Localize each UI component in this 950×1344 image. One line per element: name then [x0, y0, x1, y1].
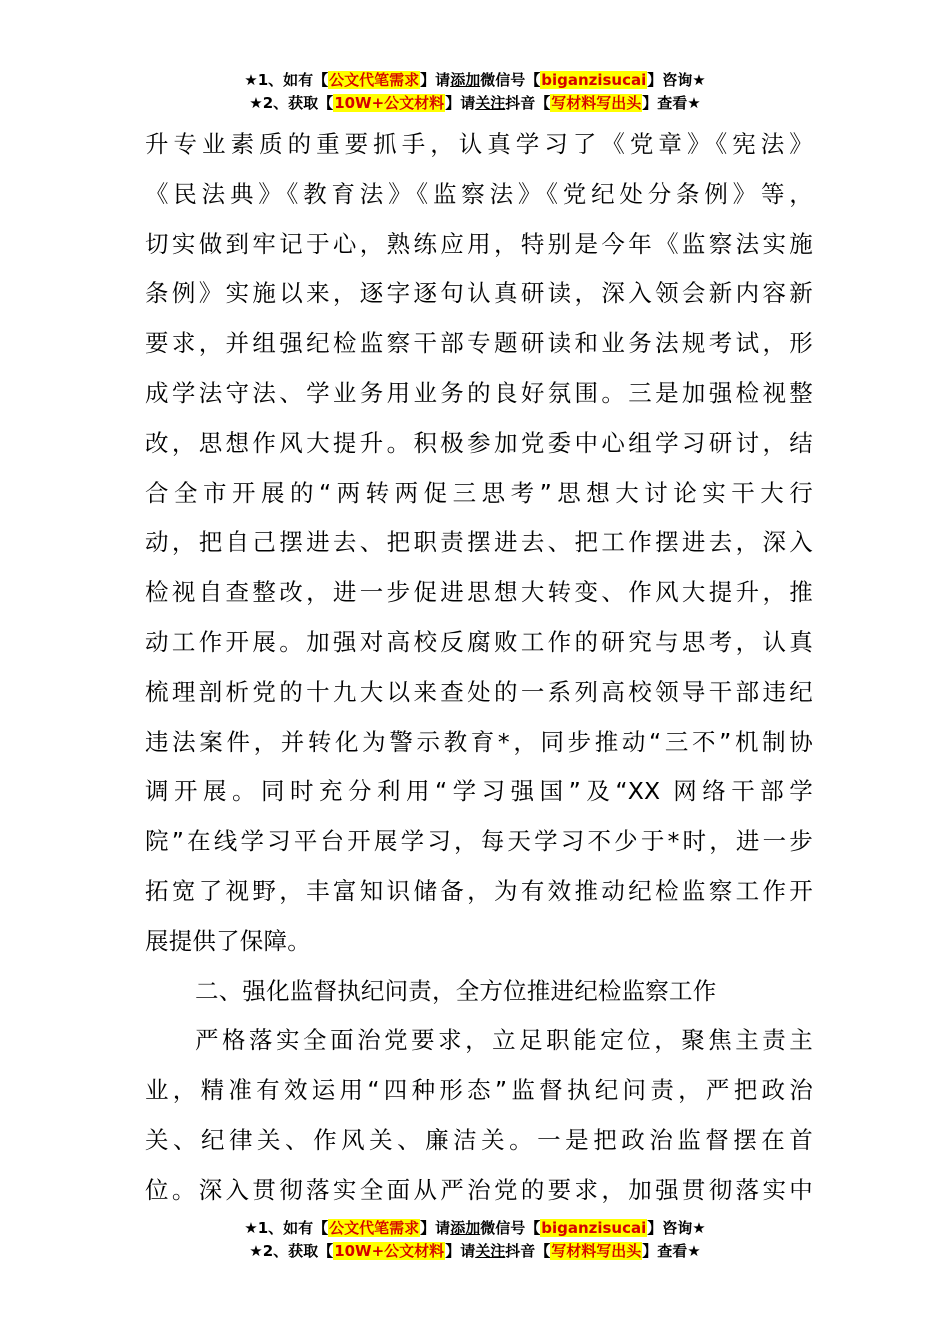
banner-text: 】咨询★ [647, 71, 706, 89]
underlined-text: 添加 [450, 71, 481, 89]
highlight-douyin-id: 写材料写出头 [551, 94, 642, 112]
banner-line-1 [0, 1217, 950, 1240]
banner-text: ★1、如有【 [244, 1219, 329, 1237]
body-line: 严格落实全面治党要求，立足职能定位，聚焦主责主 [195, 1026, 813, 1055]
body-line: 《民法典》《教育法》《监察法》《党纪处分条例》等， [145, 179, 813, 208]
body-line: 关、纪律关、作风关、廉洁关。一是把政治监督摆在首 [145, 1125, 813, 1154]
banner-text: 微信号【 [480, 1219, 541, 1237]
body-line: 业，精准有效运用“四种形态”监督执纪问责，严把政治 [145, 1076, 813, 1105]
banner-line-2 [0, 92, 950, 115]
body-line: 拓宽了视野，丰富知识储备，为有效推动纪检监察工作开 [145, 876, 813, 905]
body-line: 位。深入贯彻落实全面从严治党的要求，加强贯彻落实中 [145, 1175, 813, 1204]
banner-text: 】请 [420, 1219, 451, 1237]
banner-line-1 [0, 69, 950, 92]
document-body [145, 120, 813, 1216]
body-line: 违法案件，并转化为警示教育*，同步推动“三不”机制协 [145, 727, 813, 756]
body-line: 要求，并组强纪检监察干部专题研读和业务法规考试，形 [145, 329, 813, 358]
underlined-text: 关注 [475, 94, 506, 112]
banner-text: 】请 [445, 1242, 476, 1260]
highlight-wechat-id: biganzisucai [541, 71, 647, 89]
body-line: 成学法守法、学业务用业务的良好氛围。三是加强检视整 [145, 378, 813, 407]
banner-text: 抖音【 [505, 94, 551, 112]
banner-line-2 [0, 1240, 950, 1263]
banner-text: 】查看★ [642, 1242, 701, 1260]
banner-text: 】查看★ [642, 94, 701, 112]
section-heading: 二、强化监督执纪问责，全方位推进纪检监察工作 [195, 976, 717, 1005]
highlight-wechat-id: biganzisucai [541, 1219, 647, 1237]
highlight-service: 公文代笔需求 [329, 71, 420, 89]
highlight-materials: 10W+公文材料 [334, 1242, 445, 1260]
footer-banner [0, 1217, 950, 1263]
banner-text: 抖音【 [505, 1242, 551, 1260]
body-line: 升专业素质的重要抓手，认真学习了《党章》《宪法》 [145, 130, 813, 158]
header-banner [0, 69, 950, 115]
body-line: 院”在线学习平台开展学习，每天学习不少于*时，进一步 [145, 827, 813, 856]
body-line: 动工作开展。加强对高校反腐败工作的研究与思考，认真 [145, 627, 813, 656]
body-line: 切实做到牢记于心，熟练应用，特别是今年《监察法实施 [145, 229, 813, 258]
banner-text: 】咨询★ [647, 1219, 706, 1237]
body-line: 合全市开展的“两转两促三思考”思想大讨论实干大行 [145, 478, 813, 507]
banner-text: 微信号【 [480, 71, 541, 89]
body-line: 动，把自己摆进去、把职责摆进去、把工作摆进去，深入 [145, 528, 813, 557]
banner-text: ★2、获取【 [249, 94, 334, 112]
underlined-text: 添加 [450, 1219, 481, 1237]
highlight-materials: 10W+公文材料 [334, 94, 445, 112]
highlight-douyin-id: 写材料写出头 [551, 1242, 642, 1260]
body-line: 检视自查整改，进一步促进思想大转变、作风大提升，推 [145, 578, 813, 607]
body-line: 展提供了保障。 [145, 926, 311, 955]
banner-text: 】请 [420, 71, 451, 89]
body-line: 调开展。同时充分利用“学习强国”及“XX 网络干部学 [145, 777, 813, 806]
banner-text: ★1、如有【 [244, 71, 329, 89]
highlight-service: 公文代笔需求 [329, 1219, 420, 1237]
banner-text: ★2、获取【 [249, 1242, 334, 1260]
underlined-text: 关注 [475, 1242, 506, 1260]
body-line: 梳理剖析党的十九大以来查处的一系列高校领导干部违纪 [145, 677, 813, 706]
body-line: 改，思想作风大提升。积极参加党委中心组学习研讨，结 [145, 428, 813, 457]
body-line: 条例》实施以来，逐字逐句认真研读，深入领会新内容新 [145, 279, 813, 308]
banner-text: 】请 [445, 94, 476, 112]
